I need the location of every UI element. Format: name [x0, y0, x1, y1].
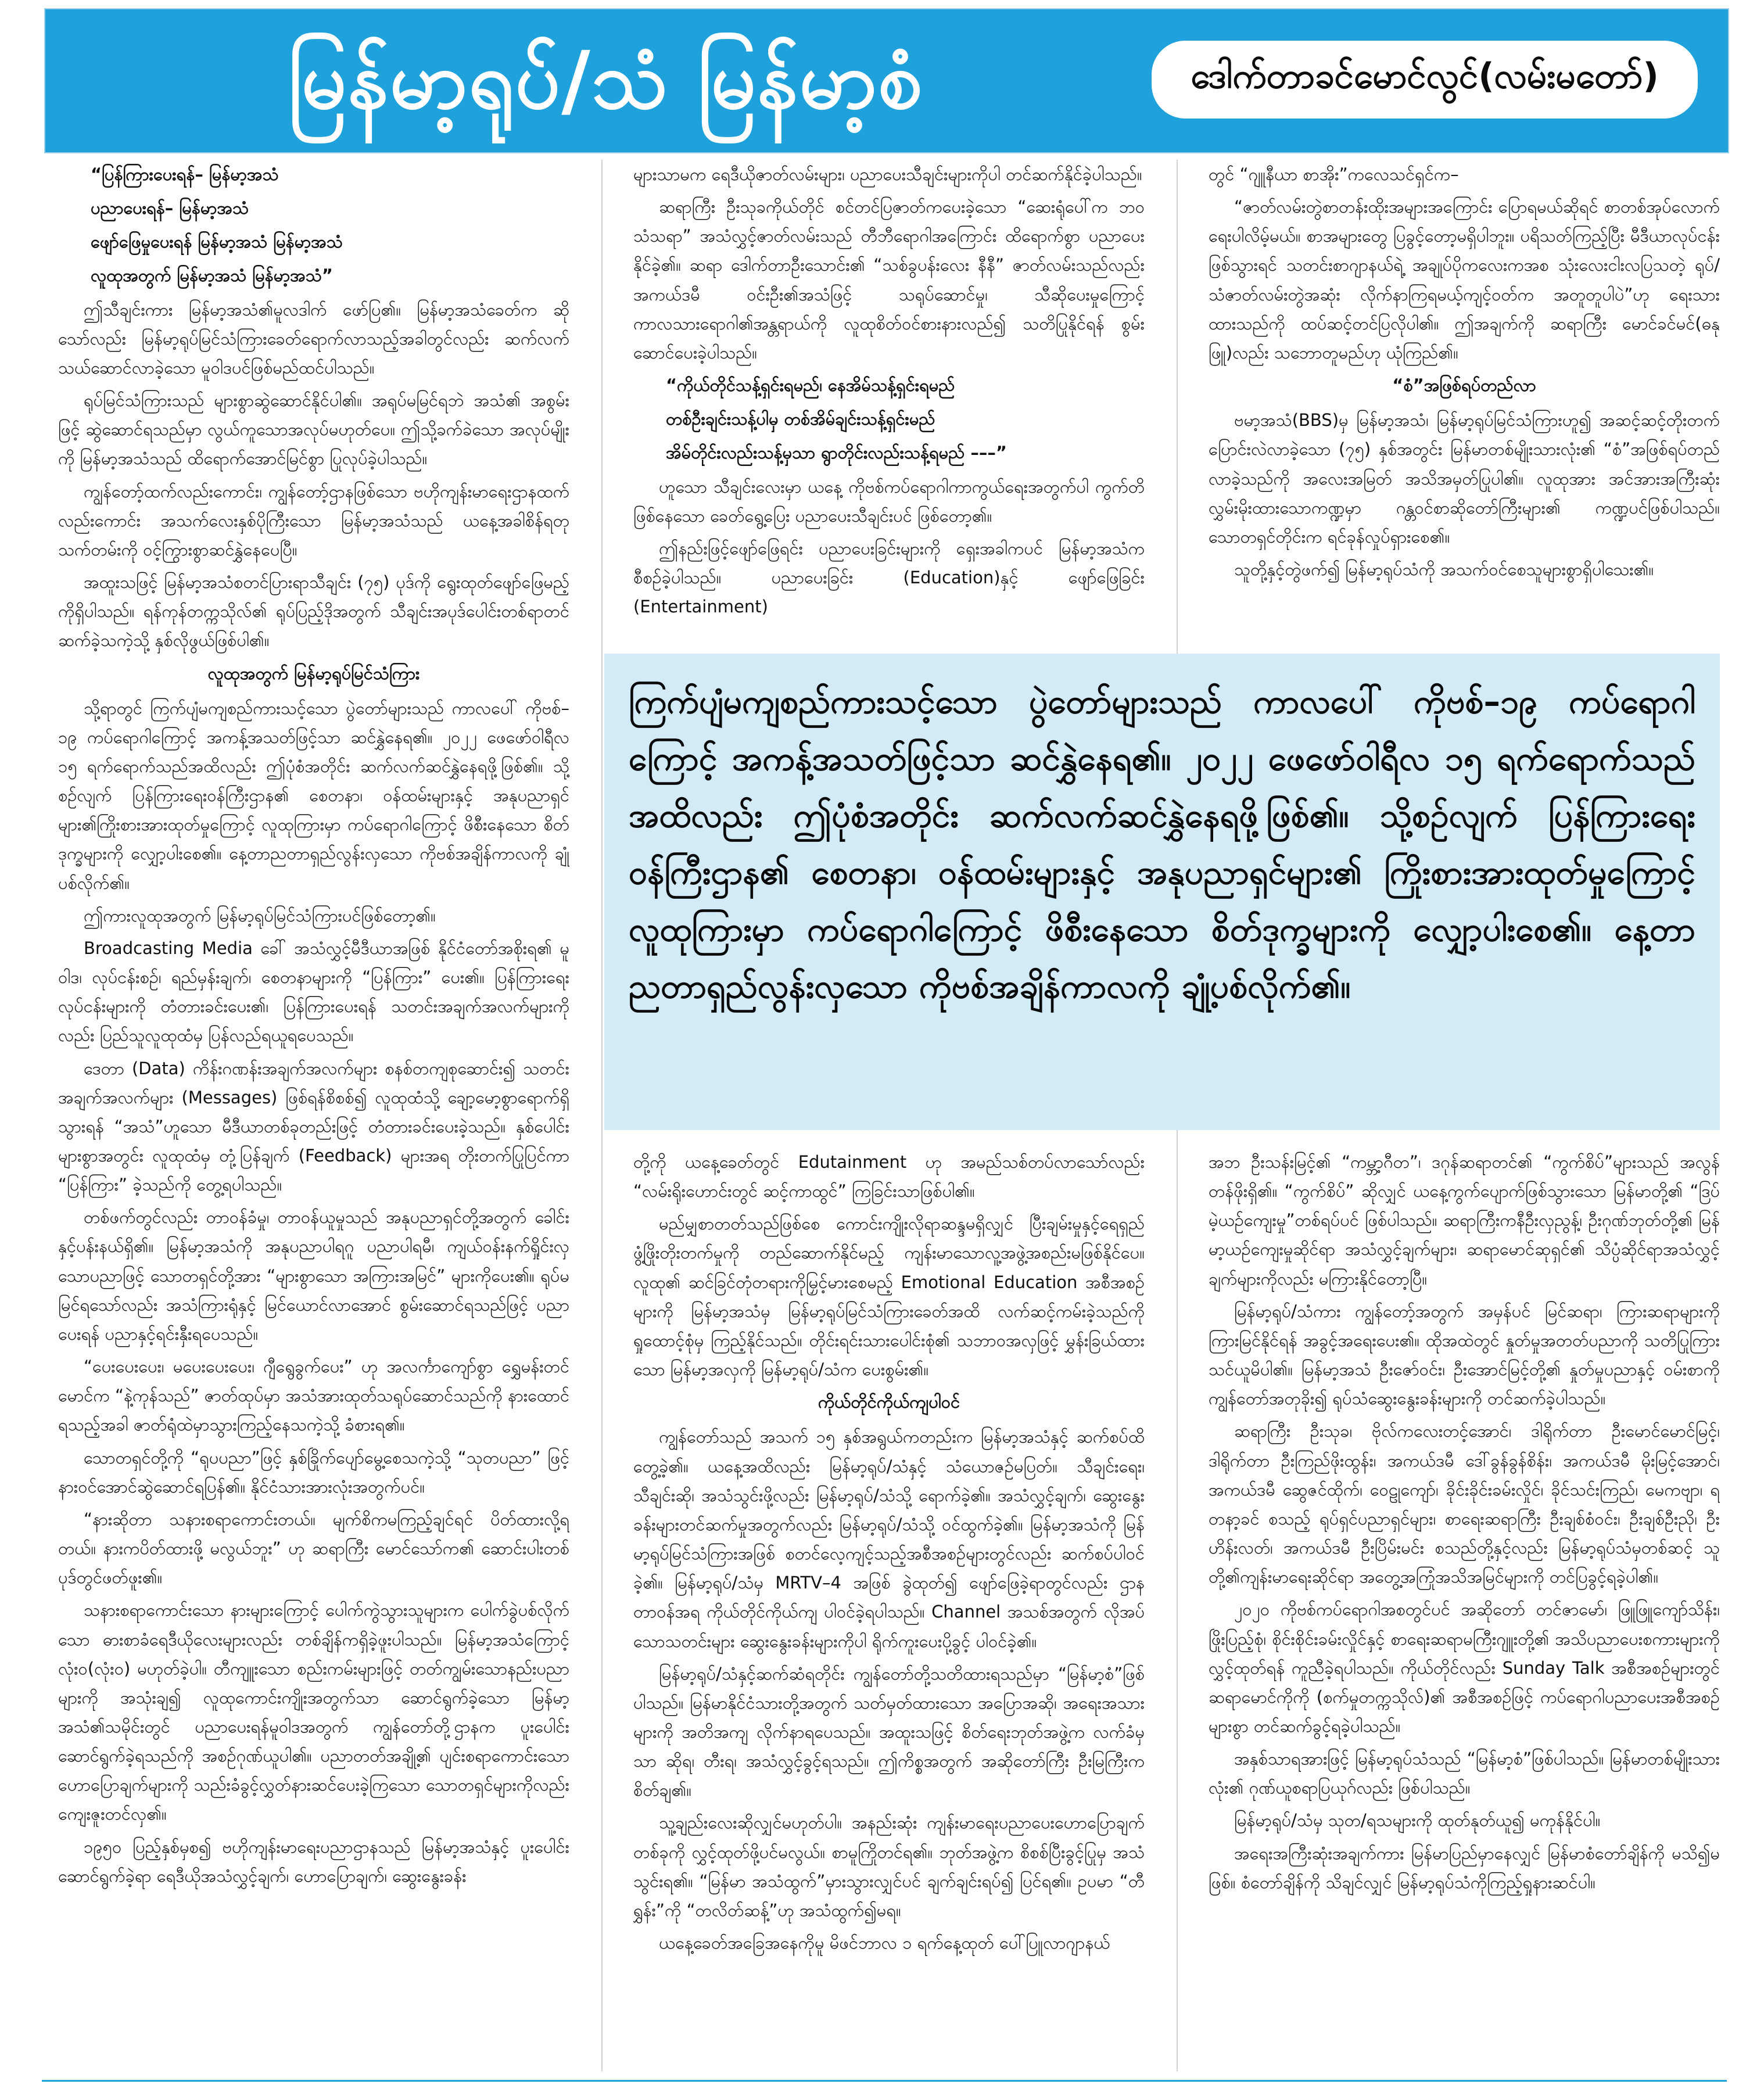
paragraph: သို့ရာတွင် ကြက်ပျံမကျစည်ကားသင့်သော ပွဲတော်များသည် ကာလပေါ် ကိုဗစ်–၁၉ ကပ်ရောဂါကြောင့် အကန့်အသတ်ဖြင့်သာ ဆင်နွှဲနေရ၏။ ၂၀၂၂ ဖေဖော်ဝါရီလ ၁၅ ရက်ရောက်သည်အထိလည်း ဤပုံစံအတိုင်း ဆက်လက်ဆင်နွှဲနေရဖို့ဖြစ်၏။ သို့စဉ်လျက် ပြန်ကြားရေးဝန်ကြီးဌာန၏ စေတနာ၊ ဝန်ထမ်းများနှင့် အနုပညာရှင်များ၏ကြိုးစားအားထုတ်မှုကြောင့် လူထုကြားမှာ ကပ်ရောဂါကြောင့် ဖိစီးနေသော စိတ်ဒုက္ခများကို လျှော့ပါးစေ၏။ နေ့တာညတာရှည်လွန်းလှသော ကိုဗစ်အချိန်ကာလကို ချုံ့ပစ်လိုက်၏။: [58, 698, 569, 893]
section-heading: လူထုအတွက် မြန်မာ့ရုပ်မြင်သံကြား: [207, 663, 420, 683]
paragraph: အရေးအကြီးဆုံးအချက်ကား မြန်မာပြည်မှာနေလျှင် မြန်မာစံတော်ချိန်ကို မသိ၍မဖြစ်။ စံတော်ချိန်ကို သိချင်လျှင် မြန်မာ့ရုပ်သံကိုကြည့်ရှုနားဆင်ပါ။: [1209, 1843, 1720, 1892]
paragraph: ဤသီချင်းကား မြန်မာ့အသံ၏မူလဒါက် ဖော်ပြ၏။ မြန်မာ့အသံခေတ်က ဆိုသော်လည်း မြန်မာ့ရုပ်မြင်သံကြားခေတ်ရောက်လာသည့်အခါတွင်လည်း ဆက်လက်သယ်ဆောင်လာခဲ့သော မူဝါဒပင်ဖြစ်မည်ထင်ပါသည်။: [58, 299, 569, 378]
paragraph: Broadcasting Media ခေါ် အသံလွှင့်မီဒီယာအဖြစ် နိုင်ငံတော်အစိုးရ၏ မူဝါဒ၊ လုပ်ငန်းစဉ်၊ ရည်မှန်းချက်၊ စေတနာများကို “ပြန်ကြား” ပေး၏။ ပြန်ကြားရေးလုပ်ငန်းများကို တံတားခင်းပေး၏၊ ပြန်ကြားပေးရန် သတင်းအချက်အလက်များကိုလည်း ပြည်သူလူထုထံမှ ပြန်လည်ရယူရပေသည်။: [58, 938, 569, 1046]
paragraph: သူတို့နှင့်တွဲဖက်၍ မြန်မာ့ရုပ်သံကို အသက်ဝင်စေသူများစွာရှိပါသေး၏။: [1234, 559, 1654, 580]
song-quote-line: “ကိုယ်တိုင်သန့်ရှင်းရမည်၊ နေအိမ်သန့်ရှင်းရမည်: [666, 375, 955, 396]
column-3-top: [1209, 160, 1720, 639]
paragraph: ဒေတာ (Data) ကိန်းဂဏန်းအချက်အလက်များ စနစ်တကျစုဆောင်း၍ သတင်းအချက်အလက်များ (Messages) ဖြစ်ရန်စိစစ်၍ လူထုထံသို့ ချော့မော့စွာရောက်ရှိသွားရန် “အသံ”ဟူသော မီဒီယာတစ်ခုတည်းဖြင့် တံတားခင်းပေးခဲ့သည်။ နှစ်ပေါင်းများစွာအတွင်း လူထုထံမှ တုံ့ပြန်ချက် (Feedback) များအရ တိုးတက်ပြုပြင်ကာ “ပြန်ကြား” ခဲ့သည်ကို တွေ့ရပါသည်။: [58, 1058, 569, 1195]
paragraph: ၁၉၅၀ ပြည့်နှစ်မှစ၍ ဗဟိုကျန်းမာရေးပညာဌာနသည် မြန်မာ့အသံနှင့် ပူးပေါင်းဆောင်ရွက်ခဲ့ရာ ရေဒီယိုအသံလွှင့်ချက်၊ ဟောပြောချက်၊ ဆွေးနွေးခန်း: [58, 1837, 569, 1886]
section-heading: “စံ”အဖြစ်ရပ်တည်လာ: [1392, 375, 1536, 396]
paragraph: “နားဆိုတာ သနားစရာကောင်းတယ်။ မျက်စိကမကြည့်ချင်ရင် ပိတ်ထားလို့ရတယ်။ နားကပိတ်ထားဖို့ မလွယ်ဘူး” ဟု ဆရာကြီး မောင်သော်က၏ ဆောင်းပါးတစ်ပုဒ်တွင်ဖတ်ဖူး၏။: [58, 1509, 569, 1588]
pull-quote-box: [604, 654, 1720, 1130]
author-badge: ဒေါက်တာခင်မောင်လွင်(လမ်းမတော်): [1152, 41, 1698, 119]
article-header: [42, 6, 1731, 156]
paragraph: မြန်မာ့ရုပ်/သံကား ကျွန်တော့်အတွက် အမှန်ပင် မြင်ဆရာ၊ ကြားဆရာများကို ကြားမြင်နိုင်ရန် အခွင့်အရေးပေး၏။ ထိုအထဲတွင် နှုတ်မှုအတတ်ပညာကို သတိပြုကြားသင်ယူမိပါ၏။ မြန်မာ့အသံ ဦးဇော်ဝင်း၊ ဦးအောင်မြင့်တို့၏ နှုတ်မှုပညာနှင့် ဝမ်းစာကို ကျွန်တော်အတုခိုး၍ ရုပ်သံဆွေးနွေးခန်းများကို တင်ဆက်ခဲ့ပါသည်။: [1209, 1301, 1720, 1409]
paragraph: ဟူသော သီချင်းလေးမှာ ယနေ့ ကိုဗစ်ကပ်ရောဂါကာကွယ်ရေးအတွက်ပါ ကွက်တိဖြစ်နေသော ခေတ်ရွေ့ပြေး ပညာပေးသီချင်းပင် ဖြစ်တော့၏။: [633, 476, 1145, 526]
article-title: မြန်မာ့ရုပ်/သံ မြန်မာ့စံ: [288, 35, 924, 127]
paragraph: သနားစရာကောင်းသော နားများကြောင့် ပေါက်ကွဲသွားသူများက ပေါက်ခွဲပစ်လိုက်သော ဓားစာခံရေဒီယိုလေးများလည်း တစ်ချိန်ကရှိခဲ့ဖူးပါသည်။ မြန်မာ့အသံကြောင့် လုံး၀(လုံး၀) မဟုတ်ခဲ့ပါ။ တီကျူးသော စည်းကမ်းများဖြင့် တတ်ကျွမ်းသောနည်းပညာများကို အသုံးချ၍ လူထုကောင်းကျိုးအတွက်သာ ဆောင်ရွက်ခဲ့သော မြန်မာ့အသံ၏သမိုင်းတွင် ပညာပေးရန်မူဝါဒအတွက် ကျွန်တော်တို့ဌာနက ပူးပေါင်းဆောင်ရွက်ခဲ့ရသည်ကို အစဉ်ဂုဏ်ယူပါ၏။ ပညာတတ်အချို့၏ ပျင်းစရာကောင်းသော ဟောပြောချက်များကို သည်းခံခွင့်လွှတ်နားဆင်ပေးခဲ့ကြသော သောတရှင်များကိုလည်း ကျေးဇူးတင်လှ၏။: [58, 1600, 569, 1824]
paragraph: တစ်ဖက်တွင်လည်း တာဝန်ခံမှု၊ တာဝန်ယူမှုသည် အနုပညာရှင်တို့အတွက် ခေါင်းနှင့်ပန်းနယ်ရှိ၏။ မြန်မာ့အသံကို အနုပညာပါရဂူ ပညာပါရမီ၊ ကျယ်ဝန်းနက်ရှိုင်းလှသောပညာဖြင့် သောတရှင်တို့အား “များစွာသော အကြားအမြင်” များကိုပေး၏။ ရုပ်မမြင်ရသော်လည်း အသံကြားရုံနှင့် မြင်ယောင်လာအောင် စွမ်းဆောင်ရသည်ဖြင့် ပညာပေးရန် ပညာနှင့်ရင်းနှီးရပေသည်။: [58, 1207, 569, 1344]
paragraph: ဤနည်းဖြင့်ဖျော်ဖြေရင်း ပညာပေးခြင်းများကို ရှေးအခါကပင် မြန်မာ့အသံက စီစဉ်ခဲ့ပါသည်။ ပညာပေးခြင်း (Education)နှင့် ဖျော်ဖြေခြင်း (Entertainment): [633, 538, 1145, 617]
pull-quote-text: ကြက်ပျံမကျစည်ကားသင့်သော ပွဲတော်များသည် ကာလပေါ် ကိုဗစ်–၁၉ ကပ်ရောဂါကြောင့် အကန့်အသတ်ဖြင့်သာ ဆင်နွှဲနေရ၏။ ၂၀၂၂ ဖေဖော်ဝါရီလ ၁၅ ရက်ရောက်သည်အထိလည်း ဤပုံစံအတိုင်း ဆက်လက်ဆင်နွှဲနေရဖို့ဖြစ်၏။ သို့စဉ်လျက် ပြန်ကြားရေးဝန်ကြီးဌာန၏ စေတနာ၊ ဝန်ထမ်းများနှင့် အနုပညာရှင်များ၏ ကြိုးစားအားထုတ်မှုကြောင့် လူထုကြားမှာ ကပ်ရောဂါကြောင့် ဖိစီးနေသော စိတ်ဒုက္ခများကို လျှော့ပါးစေ၏။ နေ့တာညတာရှည်လွန်းလှသော ကိုဗစ်အချိန်ကာလကို ချုံ့ပစ်လိုက်၏။: [629, 683, 1695, 1006]
paragraph: မည်မျှစာတတ်သည်ဖြစ်စေ ကောင်းကျိုးလိုရာဆန္ဒမရှိလျှင် ပြီးချမ်းမှုနှင့်ရေရှည်ဖွံ့ဖြိုးတိုးတက်မှုကို တည်ဆောက်နိုင်မည့် ကျန်းမာသောလူ့အဖွဲ့အစည်းမဖြစ်နိုင်ပေ။ လူထု၏ ဆင်ခြင်တုံတရားကိုမြှင့်မားစေမည့် Emotional Education အစီအစဉ်များကို မြန်မာ့အသံမှ မြန်မာ့ရုပ်မြင်သံကြားခေတ်အထိ လက်ဆင့်ကမ်းခဲ့သည်ကို ရှုထောင့်စုံမှ ကြည့်နိုင်သည်။ တိုင်းရင်းသားပေါင်းစုံ၏ သဘာဝအလှဖြင့် မွှန်းခြယ်ထားသော မြန်မာ့အလှကို မြန်မာ့ရုပ်/သံက ပေးစွမ်း၏။: [633, 1214, 1145, 1380]
song-quote-line: ဖျော်ဖြေမှုပေးရန် မြန်မာ့အသံ မြန်မာ့အသံ: [91, 232, 343, 252]
song-quote-line: တစ်ဦးချင်းသန့်ပါမှ တစ်အိမ်ချင်းသန့်ရှင်းမည်: [666, 409, 935, 429]
paragraph: ဤကားလူထုအတွက် မြန်မာ့ရုပ်မြင်သံကြားပင်ဖြစ်တော့၏။: [84, 905, 436, 926]
paragraph: ဆရာကြီး ဦးသုခကိုယ်တိုင် စင်တင်ပြဇာတ်ကပေးခဲ့သော “ဆေးရုံပေါ်က ဘဝသံသရာ” အသံလွှင့်ဇာတ်လမ်းသည် တီဘီရောဂါအကြောင်း ထိရောက်စွာ ပညာပေးနိုင်ခဲ့၏။ ဆရာ ဒေါက်တာဦးသောင်း၏ “သစ်ခွပန်းလေး နီနီ” ဇာတ်လမ်းသည်လည်း အကယ်ဒမီ ဝင်းဦး၏အသံဖြင့် သရုပ်ဆောင်မှု၊ သီဆိုပေးမှုကြောင့် ကာလသားရောဂါ၏အန္တရာယ်ကို လူထုစိတ်ဝင်စားနားလည်၍ သတိပြုနိုင်ရန် စွမ်းဆောင်ပေးခဲ့ပါသည်။: [633, 197, 1145, 363]
paragraph: များသာမက ရေဒီယိုဇာတ်လမ်းများ၊ ပညာပေးသီချင်းများကိုပါ တင်ဆက်နိုင်ခဲ့ပါသည်။: [633, 164, 1142, 184]
song-quote-line: “ပြန်ကြားပေးရန်– မြန်မာ့အသံ: [91, 164, 279, 184]
column-2-top: [633, 160, 1145, 639]
paragraph: သူ့ချည်းလေးဆိုလျှင်မဟုတ်ပါ။ အနည်းဆုံး ကျန်းမာရေးပညာပေးဟောပြောချက်တစ်ခုကို လွှင့်ထုတ်ဖို့ပင်မလွယ်။ စာမူကြိုတင်ရ၏။ ဘုတ်အဖွဲ့က စိစစ်ပြီးခွင့်ပြုမှ အသံသွင်းရ၏။ “မြန်မာ အသံထွက်”မှားသွားလျှင်ပင် ချက်ချင်းရပ်၍ ပြင်ရ၏။ ဥပမာ “တီရွှန်း”ကို “တလိတ်ဆန့်”ဟု အသံထွက်၍မရ။: [633, 1813, 1145, 1920]
paragraph: ၂၀၂၀ ကိုဗစ်ကပ်ရောဂါအစတွင်ပင် အဆိုတော် တင်ဇာမော်၊ ဖြူဖြူကျော်သိန်း၊ ဖြိုးပြည့်စုံ၊ စိုင်းစိုင်းခမ်းလှိုင်နှင့် စာရေးဆရာမကြီးဂျူးတို့၏ အသိပညာပေးစကားများကို လွှင့်ထုတ်ရန် ကူညီခဲ့ရပါသည်။ ကိုယ်တိုင်လည်း Sunday Talk အစီအစဉ်များတွင် ဆရာမောင်ကိုကို (စက်မှုတက္ကသိုလ်)၏ အစီအစဉ်ဖြင့် ကပ်ရောဂါပညာပေးအစီအစဉ်များစွာ တင်ဆက်ခွင့်ရခဲ့ပါသည်။: [1209, 1599, 1720, 1736]
paragraph: အနှစ်သာရအားဖြင့် မြန်မာ့ရုပ်သံသည် “မြန်မာ့စံ”ဖြစ်ပါသည်။ မြန်မာတစ်မျိုးသားလုံး၏ ဂုဏ်ယူစရာပြယုဂ်လည်း ဖြစ်ပါသည်။: [1209, 1749, 1720, 1798]
paragraph: အထူးသဖြင့် မြန်မာ့အသံစတင်ပြားရာသီချင်း (၇၅) ပုဒ်ကို ရွေးထုတ်ဖျော်ဖြေမည့်ကိုရှိပါသည်။ ရန်ကုန်တက္ကသိုလ်၏ ရုပ်ပြည့်ဒိုအတွက် သီချင်းအပုဒ်ပေါင်းတစ်ရာတင်ဆက်ခဲ့သကဲ့သို့ နှစ်လိုဖွယ်ဖြစ်ပါ၏။: [58, 572, 569, 651]
paragraph: တွင် “ဂျူနီယာ စာအိုး”ကလေသင်ရှင်က–: [1209, 164, 1459, 184]
column-divider: [601, 160, 603, 2071]
paragraph: “ဇာတ်လမ်းတွဲစာတန်းထိုးအများအကြောင်း ပြောရမယ်ဆိုရင် စာတစ်အုပ်လောက်ရေးပါလိမ့်မယ်။ စာအများတွေ ပြခွင့်တော့မရှိပါဘူး။ ပရိသတ်ကြည့်ပြီး မီဒီယာလုပ်ငန်းဖြစ်သွားရင် သတင်းစာဂျာနယ်ရဲ့ အချုပ်ပိုကလေးကအစ သုံးလေးငါးလပြသတဲ့ ရုပ်/သံဇာတ်လမ်းတွဲအဆုံး လိုက်နာကြရမယ့်ကျင့်ဝတ်က အတူတူပါပဲ”ဟု ရေးသားထားသည်ကို ထပ်ဆင့်တင်ပြလိုပါ၏။ ဤအချက်ကို ဆရာကြီး မောင်ခင်မင်(ဓနုဖြူ)လည်း သဘောတူမည်ဟု ယုံကြည်၏။: [1209, 197, 1720, 363]
paragraph: တို့ကို ယနေ့ခေတ်တွင် Edutainment ဟု အမည်သစ်တပ်လာသော်လည်း “လမ်းရိုးဟောင်းတွင် ဆင့်ကာထွင်” ကြခြင်းသာဖြစ်ပါ၏။: [633, 1152, 1145, 1201]
paragraph: “ပေးပေးပေး၊ မပေးပေးပေး၊ ဂျီရွေခွက်ပေး” ဟု အလင်္ကာကျော်စွာ ရွှေမန်းတင်မောင်က “နဲ့ကုန်သည်” ဇာတ်ထုပ်မှာ အသံအားထုတ်သရုပ်ဆောင်သည်ကို နားထောင်ရသည့်အခါ ဇာတ်ရုံထဲမှာသွားကြည့်နေသကဲ့သို့ ခံစားရ၏။: [58, 1357, 569, 1435]
paragraph: ဆရာကြီး ဦးသုခ၊ ဗိုလ်ကလေးတင့်အောင်၊ ဒါရိုက်တာ ဦးမောင်မောင်မြင့်၊ ဒါရိုက်တာ ဦးကြည်ဖိုးထွန်း၊ အကယ်ဒမီ ဒေါ်ခွန်ခွန်စိန်း၊ အကယ်ဒမီ မိုးမြင့်အောင်၊ အကယ်ဒမီ ဆွေဇင်ထိုက်၊ ဝေဠုကျော်၊ ခိုင်းခိုင်းခမ်းလှိုင်၊ ခိုင်သင်းကြည်၊ မေကဗျာ၊ ရတနာ့ခင် စသည့် ရုပ်ရှင်ပညာရှင်များ၊ စာရေးဆရာကြီး ဦးချစ်စံဝင်း၊ ဦးချစ်ဦးညို၊ ဦးဟိန်းလတ်၊ အကယ်ဒမီ ဦးပြိမ်းမင်း စသည်တို့နှင့်လည်း မြန်မာ့ရုပ်သံမှတစ်ဆင့် သူတို့၏ကျန်းမာရေးဆိုင်ရာ အတွေ့အကြုံအသိအမြင်များကို တင်ပြခွင့်ရခဲ့ပါ၏။: [1209, 1421, 1720, 1587]
footer-rule: [42, 2080, 1727, 2082]
song-quote-line: အိမ်တိုင်းလည်းသန့်မှသာ ရွာတိုင်းလည်းသန့်ရမည် –––”: [666, 443, 1007, 463]
paragraph: ယနေ့ခေတ်အခြေအနေကိုမူ မိဖင်ဘာလ ၁ ရက်နေ့ထုတ် ပေါ်ပြူလာဂျာနယ်: [659, 1933, 1110, 1953]
paragraph: ဗမာ့အသံ(BBS)မှ မြန်မာ့အသံ၊ မြန်မာ့ရုပ်မြင်သံကြားဟူ၍ အဆင့်ဆင့်တိုးတက်ပြောင်းလဲလာခဲ့သော (၇၅) နှစ်အတွင်း မြန်မာတစ်မျိုးသားလုံး၏ “စံ”အဖြစ်ရပ်တည်လာခဲ့သည်ကို အလေးအမြတ် အသိအမှတ်ပြုပါ၏။ လူထုအား အင်အားအကြီးဆုံးလွှမ်းမိုးထားသောကဏ္ဍမှာ ဂန္တဝင်စာဆိုတော်ကြီးများ၏ ကဏ္ဍပင်ဖြစ်ပါသည်။ သောတရှင်တိုင်းက ရင်ခုန်လှုပ်ရှားစေ၏။: [1209, 410, 1720, 547]
section-heading: ကိုယ်တိုင်ကိုယ်ကျပါဝင်: [818, 1392, 960, 1412]
column-3-bottom: [1209, 1147, 1720, 2071]
column-2-bottom: [633, 1147, 1145, 2071]
paragraph: သောတရှင်တို့ကို “ရုပပညာ”ဖြင့် နှစ်ခြိုက်ပျော်မွေ့စေသကဲ့သို့ “သုတပညာ” ဖြင့် နားဝင်အောင်ဆွဲဆောင်ရပြန်၏။ နိုင်ငံသားအားလုံးအတွက်ပင်။: [58, 1447, 569, 1497]
column-1: [58, 160, 569, 2071]
paragraph: အဘ ဦးသန်းမြင့်၏ “ကမ္ဘာ့ဂီတ”၊ ဒဂုန်ဆရာတင်၏ “ကွက်စိပ်”များသည် အလွန်တန်ဖိုးရှိ၏။ “ကွက်စိပ်” ဆိုလျှင် ယနေ့ကွက်ပျောက်ဖြစ်သွားသော မြန်မာတို့၏ “ဒြပ်မဲ့ယဉ်ကျေးမှု”တစ်ရပ်ပင် ဖြစ်ပါသည်။ ဆရာကြီးကနီဦးလှညွန့်၊ ဦးဂုဏ်ဘုတ်တို့၏ မြန်မာ့ယဉ်ကျေးမှုဆိုင်ရာ အသံလွှင့်ချက်များ၊ ဆရာမောင်ဆုရှင်၏ သိပ္ပံဆိုင်ရာအသံလွှင့်ချက်များကိုလည်း မကြားနိုင်တော့ပြီ။: [1209, 1152, 1720, 1289]
paragraph: မြန်မာ့ရုပ်/သံမှ သုတ/ရသများကို ထုတ်နုတ်ယူ၍ မကုန်နိုင်ပါ။: [1234, 1810, 1601, 1831]
paragraph: ကျွန်တော်သည် အသက် ၁၅ နှစ်အရွယ်ကတည်းက မြန်မာ့အသံနှင့် ဆက်စပ်ထိတွေ့ခဲ့၏။ ယနေ့အထိလည်း မြန်မာ့ရုပ်/သံနှင့် သံယောဇဉ်မပြတ်။ သီချင်းရေး၊ သီချင်းဆို၊ အသံသွင်းဖို့လည်း မြန်မာ့ရုပ်/သံသို့ ရောက်ခဲ့၏။ အသံလွှင့်ချက်၊ ဆွေးနွေးခန်းများတင်ဆက်မှုအတွက်လည်း မြန်မာ့ရုပ်/သံသို့ ဝင်ထွက်ခဲ့၏။ မြန်မာ့အသံကို မြန်မာ့ရုပ်မြင်သံကြားအဖြစ် စတင်လေ့ကျင့်သည့်အစီအစဉ်များတွင်လည်း ဆက်စပ်ပါဝင်ခဲ့၏။ မြန်မာ့ရုပ်/သံမှ MRTV–4 အဖြစ် ခွဲထုတ်၍ ဖျော်ဖြေခဲ့ရာတွင်လည်း ဌာနတာဝန်အရ ကိုယ်တိုင်ကိုယ်ကျ ပါဝင်ခဲ့ရပါသည်။ Channel အသစ်အတွက် လိုအပ်သောသတင်းများ ဆွေးနွေးခန်းများကိုပါ ရိုက်ကူးပေးပို့ခွင့် ပါဝင်ခဲ့၏။: [633, 1427, 1145, 1651]
paragraph: မြန်မာ့ရုပ်/သံနှင့်ဆက်ဆံရတိုင်း ကျွန်တော်တို့သတိထားရသည်မှာ “မြန်မာ့စံ”ဖြစ်ပါသည်။ မြန်မာနိုင်ငံသားတို့အတွက် သတ်မှတ်ထားသော အပြောအဆို၊ အရေးအသားများကို အတိအကျ လိုက်နာရပေသည်။ အထူးသဖြင့် စိတ်ရေးဘုတ်အဖွဲ့က လက်ခံမှသာ ဆိုရ၊ တီးရ၊ အသံလွှင့်ခွင့်ရသည်။ ဤကိစ္စအတွက် အဆိုတော်ကြီး ဦးမြကြီးက စိတ်ချ၏။: [633, 1663, 1145, 1801]
song-quote-line: လူထုအတွက် မြန်မာ့အသံ မြန်မာ့အသံ”: [91, 266, 333, 286]
paragraph: ရုပ်မြင်သံကြားသည် များစွာဆွဲဆောင်နိုင်ပါ၏။ အရုပ်မမြင်ရဘဲ အသံ၏ အစွမ်းဖြင့် ဆွဲဆောင်ရသည်မှာ လွယ်ကူသောအလုပ်မဟုတ်ပေ။ ဤသို့ခက်ခဲသော အလုပ်မျိုးကို မြန်မာ့အသံသည် ထိရောက်အောင်မြင်စွာ ပြုလုပ်ခဲ့ပါသည်။: [58, 390, 569, 469]
paragraph: ကျွန်တော့်ထက်လည်းကောင်း၊ ကျွန်တော့်ဌာနဖြစ်သော ဗဟိုကျန်းမာရေးဌာနထက်လည်းကောင်း အသက်လေးနှစ်ပိုကြီးသော မြန်မာ့အသံသည် ယနေ့အခါစိန်ရတုသက်တမ်းကို ဝင့်ကြွားစွာဆင်နွှဲနေပေပြီ။: [58, 481, 569, 559]
article-body: [58, 160, 1720, 2071]
song-quote-line: ပညာပေးရန်– မြန်မာ့အသံ: [91, 198, 249, 218]
